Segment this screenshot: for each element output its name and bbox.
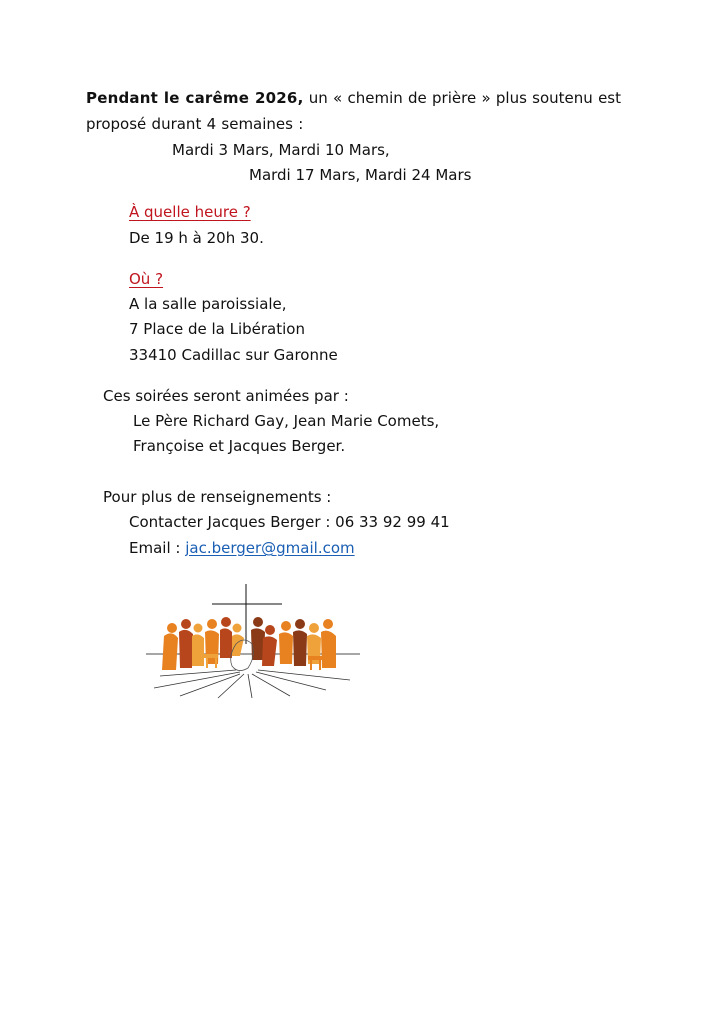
when-answer: De 19 h à 20h 30. — [129, 229, 264, 247]
figures-right-group — [279, 619, 336, 670]
intro-line-1 — [86, 88, 621, 108]
figures-center-group — [220, 617, 277, 671]
where-line-3: 33410 Cadillac sur Garonne — [129, 346, 338, 364]
figures-left-group — [162, 619, 219, 670]
where-line-1: A la salle paroissiale, — [129, 295, 287, 313]
where-line-2: 7 Place de la Libération — [129, 320, 305, 338]
dates-line-2: Mardi 17 Mars, Mardi 24 Mars — [249, 166, 472, 184]
hosts-line-2: Françoise et Jacques Berger. — [133, 437, 346, 455]
email-link[interactable]: jac.berger@gmail.com — [185, 539, 355, 557]
dates-line-1: Mardi 3 Mars, Mardi 10 Mars, — [172, 141, 390, 159]
contact-heading: Pour plus de renseignements : — [103, 488, 332, 506]
contact-email-line — [129, 538, 355, 558]
where-question: Où ? — [129, 270, 164, 288]
intro-bold-lead: Pendant le carême 2026, — [86, 89, 304, 107]
intro-line-1-rest: un « chemin de prière » plus soutenu est — [303, 89, 621, 107]
ground-rays — [154, 670, 350, 698]
hosts-line-1: Le Père Richard Gay, Jean Marie Comets, — [133, 412, 440, 430]
prayer-circle-cross-illustration-icon — [140, 584, 365, 700]
when-question: À quelle heure ? — [129, 203, 251, 221]
intro-line-2: proposé durant 4 semaines : — [86, 115, 304, 133]
email-label: Email : — [129, 539, 186, 557]
hosts-heading: Ces soirées seront animées par : — [103, 387, 349, 405]
contact-phone-line: Contacter Jacques Berger : 06 33 92 99 41 — [129, 513, 450, 531]
